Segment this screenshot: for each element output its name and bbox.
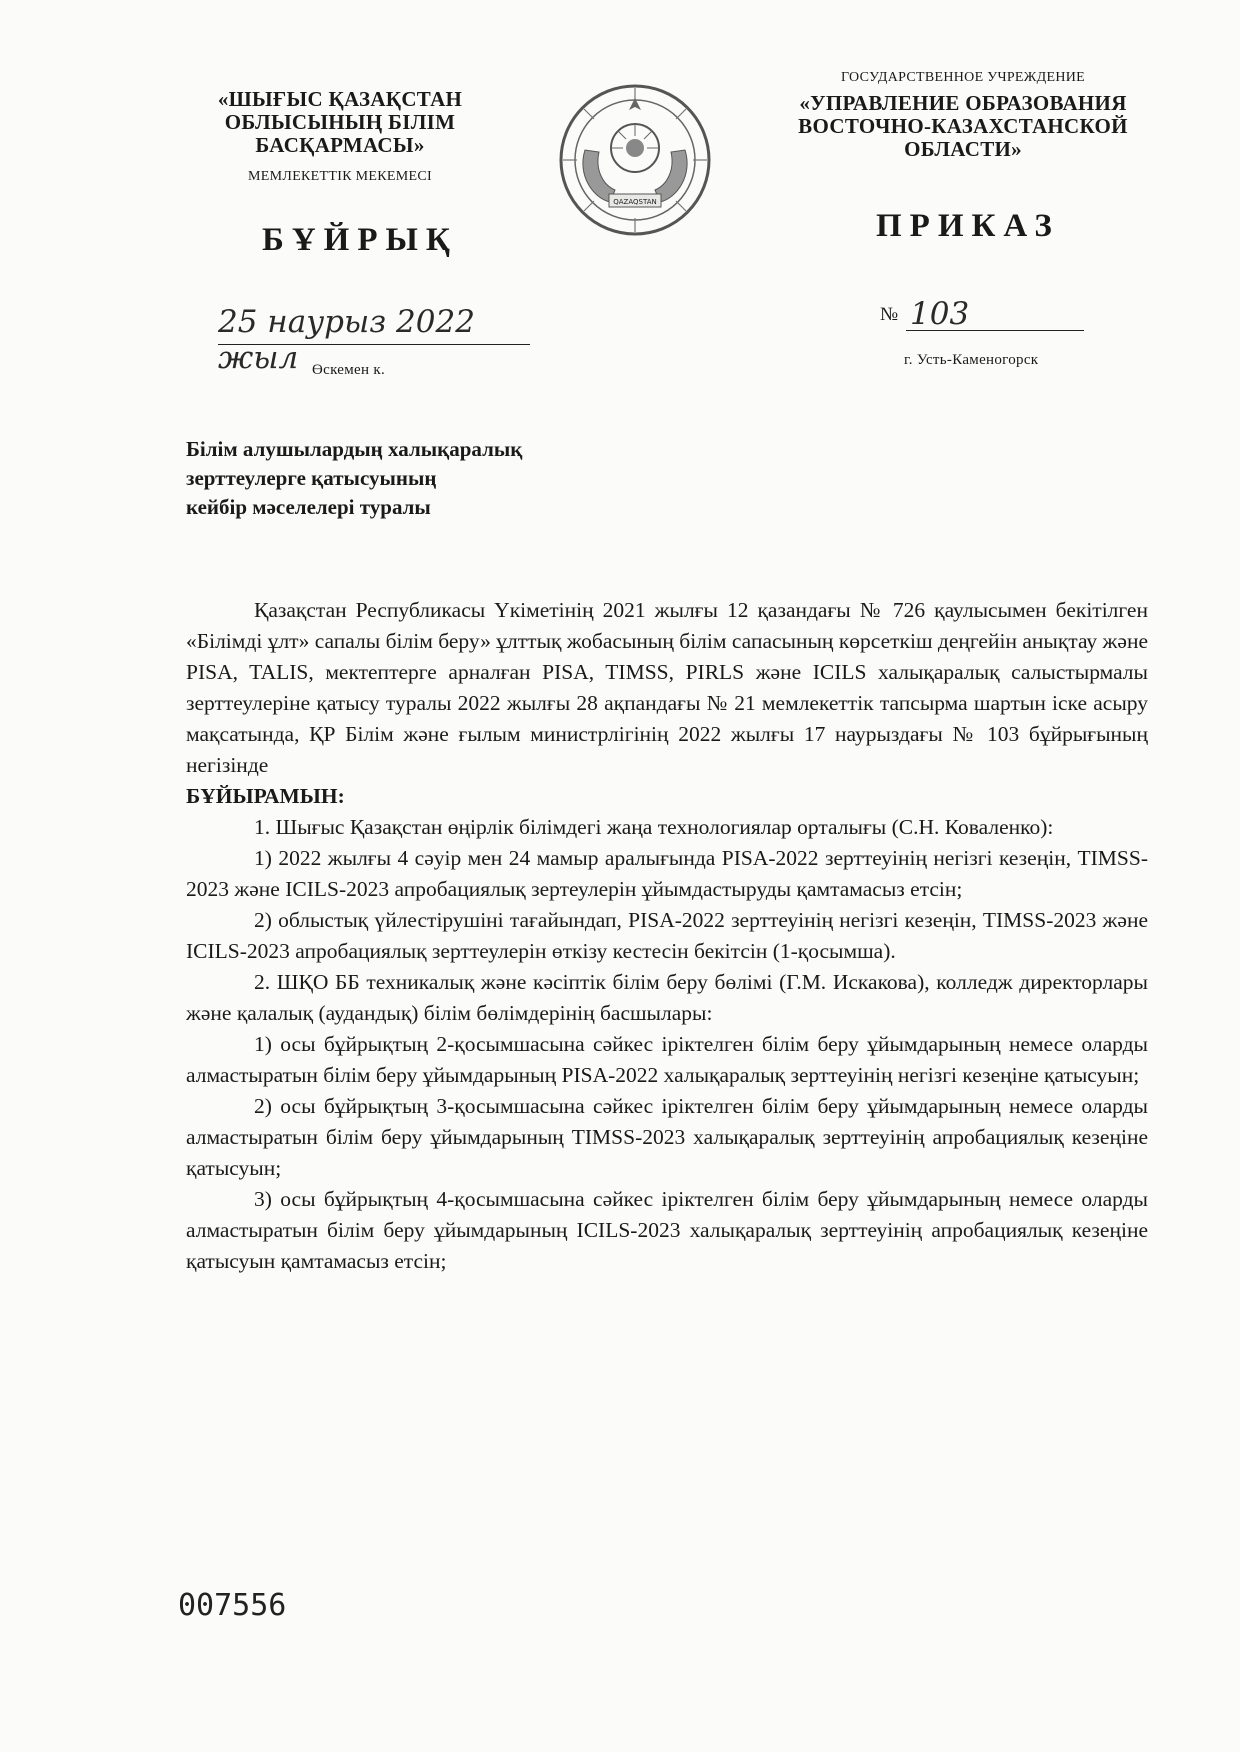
doc-title-ru: ПРИКАЗ (876, 208, 1060, 244)
number-handwritten: 103 (910, 296, 970, 332)
body-paragraph: 3) осы бұйрықтың 4-қосымшасына сәйкес іріктелген білім беру ұйымдарының немесе оларды алмастыратын білім беру ұйымдарының ICILS-2023 халықаралық зерттеуінің апробациялық кезеңіне қатысуын қамтамасыз етсін; (186, 1187, 1148, 1273)
body-paragraph: 1) 2022 жылғы 4 сәуір мен 24 мамыр аралығында PISA-2022 зерттеуінің негізгі кезеңін, TIMSS-2023 және ICILS-2023 апробациялық зертеулерін ұйымдастыруды қамтамасыз етсін; (186, 846, 1148, 901)
body-paragraph: 1. Шығыс Қазақстан өңірлік білімдегі жаңа технологиялар орталығы (С.Н. Коваленко): (254, 815, 1054, 839)
city-kz: Өскемен к. (312, 362, 386, 378)
ru-org-type: ГОСУДАРСТВЕННОЕ УЧРЕЖДЕНИЕ (840, 70, 1086, 85)
body-paragraph: Қазақстан Республикасы Үкіметінің 2021 жылғы 12 қазандағы № 726 қаулысымен бекітілген «Білімді ұлт» сапалы білім беру» ұлттық жобасының білім сапасының көрсеткіш деңгейін анықтау және PISA, TALIS, мектептерге арналған PISA, TIMSS, PIRLS және ICILS халықаралық салыстырмалы зерттеулеріне қатысу туралы 2022 жылғы 28 ақпандағы № 21 мемлекеттік тапсырма шартын іске асыру мақсатында, ҚР Білім және ғылым министрлігінің 2022 жылғы 17 наурыздағы № 103 бұйрығының негізінде (186, 598, 1148, 777)
ru-org-line: ВОСТОЧНО-КАЗАХСТАНСКОЙ (798, 114, 1128, 138)
kz-org-header (170, 88, 510, 185)
subject-line: кейбір мәселелері туралы (186, 495, 431, 519)
doc-serial-number: 007556 (178, 1588, 287, 1623)
subject-line: Білім алушылардың халықаралық (186, 437, 523, 461)
ru-org-header (778, 70, 1148, 161)
body-paragraph: 2. ШҚО ББ техникалық және кәсіптік білім беру бөлімі (Г.М. Искакова), колледж директорлары және қалалық (аудандық) білім бөлімдерінің басшылары: (186, 970, 1148, 1025)
body-paragraph: 2) облыстық үйлестірушіні тағайындап, PISA-2022 зерттеуінің негізгі кезеңін, TIMSS-2023 және ICILS-2023 апробациялық зерттеулерін өткізу кестесін бекітсін (1-қосымша). (186, 908, 1148, 963)
ru-org-name (778, 92, 1148, 161)
number-prefix: № (880, 304, 899, 325)
kz-org-type: МЕМЛЕКЕТТІК МЕКЕМЕСІ (248, 169, 432, 184)
date-handwritten: 25 наурыз 2022 жыл (218, 304, 475, 376)
state-emblem-icon (555, 80, 715, 240)
ru-org-line: «УПРАВЛЕНИЕ ОБРАЗОВАНИЯ (799, 91, 1127, 115)
emblem-label: QAZAQSTAN (613, 198, 657, 206)
kz-org-line: «ШЫҒЫС ҚАЗАҚСТАН (217, 87, 463, 111)
order-word: БҰЙЫРАМЫН: (186, 784, 345, 808)
kz-org-line: БАСҚАРМАСЫ» (255, 133, 425, 157)
doc-body (186, 595, 1148, 1277)
doc-title-kz: БҰЙРЫҚ (262, 222, 458, 258)
kz-org-name (170, 88, 510, 157)
body-paragraph: 1) осы бұйрықтың 2-қосымшасына сәйкес іріктелген білім беру ұйымдарының немесе оларды алмастыратын білім беру ұйымдарының PISA-2022 халықаралық зерттеуінің негізгі кезеңіне қатысуын; (186, 1032, 1148, 1087)
body-paragraph: 2) осы бұйрықтың 3-қосымшасына сәйкес іріктелген білім беру ұйымдарының немесе оларды алмастыратын білім беру ұйымдарының TIMSS-2023 халықаралық зерттеуінің апробациялық кезеңіне қатысуын; (186, 1094, 1148, 1180)
kz-org-line: ОБЛЫСЫНЫҢ БІЛІМ (224, 110, 456, 134)
doc-subject (186, 435, 522, 522)
city-ru: г. Усть-Каменогорск (904, 352, 1039, 368)
subject-line: зерттеулерге қатысуының (186, 466, 437, 490)
number-field (906, 296, 1084, 331)
ru-org-line: ОБЛАСТИ» (904, 137, 1022, 161)
